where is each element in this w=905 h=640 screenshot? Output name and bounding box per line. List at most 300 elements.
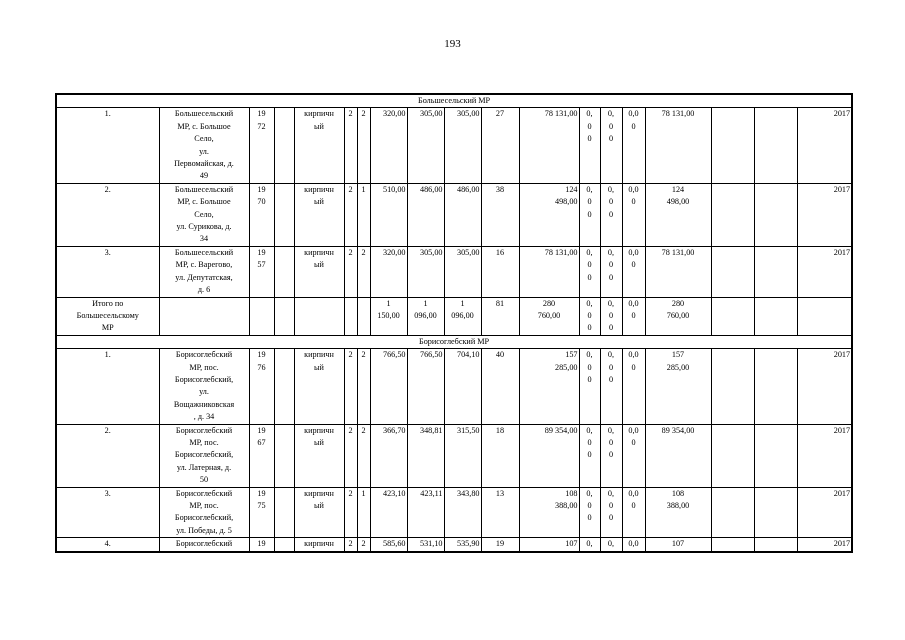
cell-n: 40 — [481, 349, 519, 424]
cell-line: МР, с. Варегово, — [175, 260, 233, 270]
table-row — [56, 183, 852, 246]
cell-line: 78 131,00 — [544, 109, 578, 119]
cell-f1: 2 — [344, 108, 357, 183]
table-row — [56, 424, 852, 487]
cell-line: 19 — [257, 425, 266, 435]
cell-line: 0 — [608, 121, 614, 131]
cell-line: 0 — [587, 362, 592, 372]
cell-line: 0 — [587, 310, 592, 320]
cell-a2: 305,00 — [407, 246, 444, 297]
cell-line: 0 — [608, 501, 614, 510]
cell-line: 0 — [608, 310, 614, 320]
cell-material — [294, 108, 344, 183]
cell-a1: 320,00 — [370, 108, 407, 183]
cell-line: 285,00 — [554, 362, 578, 372]
cell-line: 34 — [199, 234, 209, 244]
cell-cost — [519, 538, 579, 552]
cell-no: 2. — [56, 183, 159, 246]
cell-line: Борисоглебский — [175, 350, 233, 360]
cell-s3 — [622, 246, 645, 297]
cell-material — [294, 538, 344, 552]
cell-n: 19 — [481, 538, 519, 552]
cell-e2 — [754, 349, 797, 424]
cell-line: МР, пос. — [189, 437, 219, 447]
cell-e1 — [711, 183, 754, 246]
cell-s2 — [600, 424, 622, 487]
cell-line: 0, — [586, 247, 593, 257]
cell-line: Большесельский — [174, 247, 234, 257]
cell-line: ул. Депутатская, — [175, 272, 233, 282]
cell-line: 157 — [565, 350, 578, 360]
cell-line: 108 — [565, 488, 578, 498]
cell-line: 0 — [587, 197, 592, 207]
cell-line: 19 — [257, 247, 266, 257]
cell-yr: 2017 — [797, 349, 852, 424]
cell-line: 0, — [586, 425, 593, 435]
cell-yr: 2017 — [797, 538, 852, 552]
cell-line: кирпичн — [304, 184, 334, 194]
cell-line: 498,00 — [554, 197, 578, 207]
cell-line: 285,00 — [666, 362, 690, 372]
cell-line: 0,0 — [628, 298, 639, 308]
cell-line: ул. — [199, 387, 209, 397]
cell-a2: 766,50 — [407, 349, 444, 424]
cell-e1 — [711, 246, 754, 297]
cell-line: 0 — [587, 323, 592, 333]
cell-s2 — [600, 538, 622, 552]
cell-line: 0 — [608, 513, 614, 523]
cell-year — [249, 424, 274, 487]
subtotal-a1 — [370, 297, 407, 335]
cell-line: 0 — [631, 437, 636, 447]
cell-line: ый — [314, 260, 324, 270]
cell-a2: 305,00 — [407, 108, 444, 183]
cell-n: 13 — [481, 487, 519, 538]
cell-e1 — [711, 538, 754, 552]
subtotal-cost — [519, 297, 579, 335]
cell-a1: 320,00 — [370, 246, 407, 297]
cell-n: 16 — [481, 246, 519, 297]
cell-line: Первомайская, д. — [174, 159, 234, 169]
cell-line: 0, — [607, 539, 615, 549]
cell-line: Большесельский — [174, 109, 234, 119]
cell-line: 19 — [257, 350, 266, 360]
cell-line: 19 — [257, 539, 266, 549]
cell-e2 — [754, 424, 797, 487]
cell-n: 18 — [481, 424, 519, 487]
cell-line: 57 — [257, 260, 266, 270]
cell-line: 0 — [608, 209, 614, 219]
cell-f1: 2 — [344, 424, 357, 487]
cell-line: 72 — [257, 121, 266, 131]
cell-a3: 315,50 — [444, 424, 481, 487]
cell-line: кирпичн — [304, 539, 334, 549]
cell-line: 096,00 — [414, 310, 437, 320]
cell-line: Вощажниковская — [173, 399, 235, 409]
cell-e2 — [754, 538, 797, 552]
cell-material — [294, 349, 344, 424]
cell-line: 388,00 — [666, 501, 690, 510]
subtotal-n: 81 — [481, 297, 519, 335]
cell-a3: 486,00 — [444, 183, 481, 246]
cell-s1 — [579, 183, 600, 246]
cell-line: 0, — [586, 539, 593, 549]
cell-address — [159, 108, 249, 183]
cell-line: Борисоглебский, — [174, 450, 234, 460]
cell-empty — [274, 349, 294, 424]
cell-line: 0, — [586, 350, 593, 360]
cell-yr: 2017 — [797, 246, 852, 297]
cell-line: 388,00 — [554, 501, 578, 510]
cell-a1: 585,60 — [370, 538, 407, 552]
cell-cost — [519, 349, 579, 424]
cell-line: 0, — [586, 184, 593, 194]
cell-empty — [249, 297, 274, 335]
cell-no: 4. — [56, 538, 159, 552]
cell-line: 0 — [631, 362, 636, 372]
cell-f1: 2 — [344, 246, 357, 297]
housing-register-table — [55, 93, 853, 553]
cell-line: 89 354,00 — [544, 425, 578, 435]
cell-line: 0 — [587, 437, 592, 447]
section-header-row — [56, 94, 852, 108]
cell-line: 0,0 — [628, 425, 639, 435]
cell-line: 0 — [608, 437, 614, 447]
cell-s2 — [600, 183, 622, 246]
cell-line: ый — [314, 501, 324, 510]
cell-line: 1 — [460, 298, 465, 308]
cell-material — [294, 424, 344, 487]
table-row — [56, 349, 852, 424]
cell-line: 0 — [608, 260, 614, 270]
cell-address — [159, 349, 249, 424]
cell-empty — [274, 246, 294, 297]
cell-line: 67 — [257, 437, 266, 447]
cell-empty — [357, 297, 370, 335]
cell-year — [249, 487, 274, 538]
subtotal-a2 — [407, 297, 444, 335]
cell-empty — [344, 297, 357, 335]
cell-line: кирпичн — [304, 247, 334, 257]
cell-s1 — [579, 108, 600, 183]
cell-s1 — [579, 424, 600, 487]
section-title: Большесельский МР — [56, 94, 852, 108]
cell-line: ый — [314, 197, 324, 207]
cell-line: Борисоглебский, — [174, 374, 234, 384]
cell-line: Большесельскому — [76, 310, 139, 320]
cell-address — [159, 487, 249, 538]
cell-f2: 2 — [357, 349, 370, 424]
cell-line: 19 — [257, 109, 266, 119]
cell-a1: 366,70 — [370, 424, 407, 487]
cell-a2: 486,00 — [407, 183, 444, 246]
cell-a1: 510,00 — [370, 183, 407, 246]
cell-line: ул. Латерная, д. — [176, 462, 232, 472]
cell-line: Село, — [194, 134, 214, 144]
cell-year — [249, 349, 274, 424]
cell-line: 78 131,00 — [661, 109, 695, 119]
cell-line: 19 — [257, 184, 266, 194]
cell-line: 0,0 — [628, 247, 639, 257]
cell-a1: 766,50 — [370, 349, 407, 424]
cell-empty — [274, 487, 294, 538]
cell-cost — [519, 424, 579, 487]
cell-f2: 2 — [357, 538, 370, 552]
cell-total — [645, 108, 711, 183]
cell-line: 124 — [565, 184, 578, 194]
cell-line: 0 — [587, 374, 592, 384]
cell-line: 280 — [671, 298, 685, 308]
cell-no: 1. — [56, 108, 159, 183]
cell-line: 0,0 — [628, 184, 639, 194]
cell-s2 — [600, 487, 622, 538]
cell-line: ул. — [199, 146, 209, 156]
cell-line: 0, — [607, 298, 615, 308]
cell-line: 0, — [607, 488, 615, 498]
cell-cost — [519, 183, 579, 246]
cell-line: 150,00 — [377, 310, 400, 320]
cell-empty — [711, 297, 754, 335]
cell-line: 70 — [257, 197, 266, 207]
cell-e2 — [754, 246, 797, 297]
cell-line: 1 — [423, 298, 428, 308]
cell-line: 0 — [608, 450, 614, 460]
cell-line: д. 6 — [197, 285, 211, 295]
cell-line: Итого по — [92, 298, 124, 308]
cell-line: МР, пос. — [189, 362, 219, 372]
cell-year — [249, 538, 274, 552]
cell-line: 78 131,00 — [544, 247, 578, 257]
cell-line: ул. Победы, д. 5 — [176, 525, 232, 535]
cell-e1 — [711, 108, 754, 183]
cell-line: 0, — [607, 109, 615, 119]
cell-line: МР, с. Большое — [177, 197, 231, 207]
section-title: Борисоглебский МР — [56, 335, 852, 348]
cell-line: Большесельский — [174, 184, 234, 194]
cell-a1: 423,10 — [370, 487, 407, 538]
cell-yr: 2017 — [797, 183, 852, 246]
cell-line: 0,0 — [628, 109, 639, 119]
cell-a3: 535,90 — [444, 538, 481, 552]
cell-no: 1. — [56, 349, 159, 424]
cell-a3: 343,80 — [444, 487, 481, 538]
cell-s2 — [600, 108, 622, 183]
table-row — [56, 108, 852, 183]
cell-line: 096,00 — [451, 310, 474, 320]
cell-empty — [754, 297, 797, 335]
cell-line: 0,0 — [628, 350, 639, 360]
cell-address — [159, 246, 249, 297]
cell-line: ул. Сурикова, д. — [176, 222, 232, 232]
cell-line: ый — [314, 121, 324, 131]
cell-year — [249, 246, 274, 297]
cell-n: 38 — [481, 183, 519, 246]
cell-line: 0 — [587, 209, 592, 219]
cell-f2: 2 — [357, 108, 370, 183]
table-row — [56, 538, 852, 552]
cell-line: 0, — [607, 247, 615, 257]
subtotal-row — [56, 297, 852, 335]
cell-f2: 2 — [357, 424, 370, 487]
cell-cost — [519, 108, 579, 183]
cell-line: 0 — [608, 272, 614, 282]
cell-s3 — [622, 183, 645, 246]
subtotal-a3 — [444, 297, 481, 335]
cell-line: кирпичн — [304, 350, 334, 360]
cell-f1: 2 — [344, 487, 357, 538]
cell-line: ый — [314, 362, 324, 372]
cell-f2: 1 — [357, 487, 370, 538]
cell-empty — [274, 424, 294, 487]
cell-s1 — [579, 487, 600, 538]
cell-address — [159, 538, 249, 552]
cell-line: 0 — [587, 272, 592, 282]
cell-line: 0 — [631, 310, 636, 320]
cell-total — [645, 424, 711, 487]
cell-line: 0 — [587, 450, 592, 460]
cell-line: 0 — [587, 260, 592, 270]
cell-f1: 2 — [344, 183, 357, 246]
cell-line: 0 — [608, 374, 614, 384]
cell-line: 0 — [587, 134, 592, 144]
cell-line: 0 — [631, 260, 636, 270]
cell-e1 — [711, 349, 754, 424]
cell-f2: 2 — [357, 246, 370, 297]
cell-address — [159, 183, 249, 246]
cell-s1 — [579, 349, 600, 424]
cell-total — [645, 246, 711, 297]
cell-empty — [797, 297, 852, 335]
page-number: 193 — [444, 38, 461, 50]
cell-f2: 1 — [357, 183, 370, 246]
cell-total — [645, 183, 711, 246]
table-body — [56, 94, 852, 552]
cell-material — [294, 487, 344, 538]
cell-line: 124 — [671, 184, 685, 194]
cell-line: 0,0 — [628, 539, 639, 549]
cell-empty — [274, 183, 294, 246]
table-row — [56, 487, 852, 538]
cell-s1 — [579, 246, 600, 297]
table-row — [56, 246, 852, 297]
cell-e1 — [711, 487, 754, 538]
cell-line: 107 — [671, 539, 685, 549]
cell-line: кирпичн — [304, 109, 334, 119]
cell-e2 — [754, 183, 797, 246]
cell-line: 108 — [671, 488, 685, 498]
cell-a2: 423,11 — [407, 487, 444, 538]
cell-line: 89 354,00 — [661, 425, 695, 435]
cell-line: 49 — [199, 171, 209, 181]
subtotal-s2 — [600, 297, 622, 335]
cell-a3: 704,10 — [444, 349, 481, 424]
cell-no: 3. — [56, 246, 159, 297]
cell-s3 — [622, 487, 645, 538]
cell-line: кирпичн — [304, 488, 334, 498]
cell-line: , д. 34 — [193, 412, 215, 422]
cell-total — [645, 349, 711, 424]
cell-line: 0, — [586, 298, 593, 308]
cell-yr: 2017 — [797, 424, 852, 487]
cell-s3 — [622, 538, 645, 552]
cell-cost — [519, 246, 579, 297]
cell-line: Село, — [194, 209, 214, 219]
subtotal-s3 — [622, 297, 645, 335]
cell-line: 19 — [257, 488, 266, 498]
cell-line: 78 131,00 — [661, 247, 695, 257]
cell-line: 0, — [586, 488, 593, 498]
cell-line: кирпичн — [304, 425, 334, 435]
cell-line: 50 — [199, 475, 209, 485]
cell-address — [159, 424, 249, 487]
cell-e1 — [711, 424, 754, 487]
cell-total — [645, 538, 711, 552]
cell-line: МР, с. Большое — [177, 121, 231, 131]
cell-s3 — [622, 349, 645, 424]
cell-s3 — [622, 424, 645, 487]
cell-line: 1 — [386, 298, 391, 308]
cell-line: МР, пос. — [189, 501, 219, 510]
cell-s1 — [579, 538, 600, 552]
cell-line: 0,0 — [628, 488, 639, 498]
cell-line: 760,00 — [666, 310, 690, 320]
cell-e2 — [754, 487, 797, 538]
cell-line: 157 — [671, 350, 685, 360]
cell-line: 498,00 — [666, 197, 690, 207]
cell-a3: 305,00 — [444, 108, 481, 183]
cell-e2 — [754, 108, 797, 183]
cell-line: 760,00 — [537, 310, 561, 320]
cell-line: 0 — [631, 501, 636, 510]
cell-f1: 2 — [344, 349, 357, 424]
cell-line: 0 — [608, 197, 614, 207]
cell-empty — [274, 108, 294, 183]
cell-year — [249, 108, 274, 183]
cell-s2 — [600, 246, 622, 297]
cell-n: 27 — [481, 108, 519, 183]
cell-s3 — [622, 108, 645, 183]
cell-no: 3. — [56, 487, 159, 538]
subtotal-label — [56, 297, 159, 335]
cell-line: 0 — [608, 362, 614, 372]
cell-line: 0 — [587, 513, 592, 523]
cell-line: Борисоглебский — [175, 488, 233, 498]
cell-line: 0, — [607, 350, 615, 360]
cell-line: 0 — [631, 197, 636, 207]
subtotal-s1 — [579, 297, 600, 335]
cell-line: 0 — [631, 121, 636, 131]
cell-line: 0 — [608, 323, 614, 333]
cell-line: 76 — [257, 362, 266, 372]
cell-total — [645, 487, 711, 538]
cell-line: ый — [314, 437, 324, 447]
cell-year — [249, 183, 274, 246]
cell-cost — [519, 487, 579, 538]
cell-yr: 2017 — [797, 487, 852, 538]
subtotal-total — [645, 297, 711, 335]
cell-line: 0 — [587, 121, 592, 131]
cell-line: МР — [101, 323, 114, 333]
section-header-row — [56, 335, 852, 348]
cell-line: 0, — [607, 184, 615, 194]
cell-line: 0 — [587, 501, 592, 510]
cell-empty — [294, 297, 344, 335]
cell-f1: 2 — [344, 538, 357, 552]
cell-line: 75 — [257, 501, 266, 510]
cell-empty — [159, 297, 249, 335]
cell-line: 0, — [586, 109, 593, 119]
cell-line: Борисоглебский, — [174, 513, 234, 523]
